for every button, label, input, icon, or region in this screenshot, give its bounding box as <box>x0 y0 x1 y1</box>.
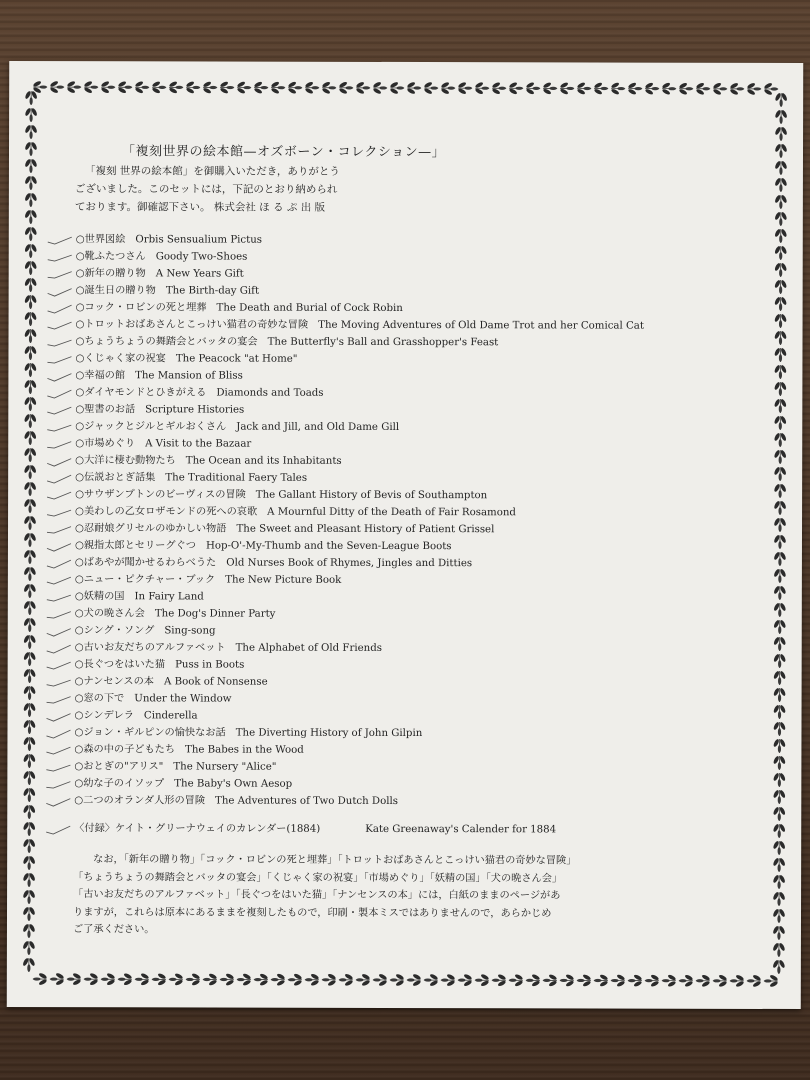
book-title-jp: ○シンデレラ <box>74 710 134 722</box>
book-title-en: The Gallant History of Bevis of Southampton <box>255 489 488 502</box>
book-title-jp: ○聖書のお話 <box>75 404 136 416</box>
book-title-en: Puss in Boots <box>175 659 245 671</box>
book-title-jp: ○妖精の国 <box>74 591 125 603</box>
book-title-en: The Butterfly's Ball and Grasshopper's Feast <box>267 336 499 349</box>
check-mark-icon <box>46 591 72 603</box>
check-mark-icon <box>45 761 71 773</box>
note-line: なお，「新年の贈り物」「コック・ロビンの死と埋葬」「トロットおばあさんとこっけい猫君の奇妙な冒険」 <box>93 854 577 867</box>
check-mark-icon <box>46 642 72 654</box>
book-title-en: Scripture Histories <box>145 404 245 416</box>
book-title-en: The Diverting History of John Gilpin <box>235 727 423 740</box>
book-title-en: The Nursery "Alice" <box>173 761 277 773</box>
check-mark-icon <box>46 710 72 722</box>
check-mark-icon <box>46 540 72 552</box>
check-mark-icon <box>47 302 73 314</box>
book-title-jp: ○窓の下で <box>74 693 125 705</box>
book-title-en: A Mournful Ditty of the Death of Fair Rosamond <box>267 506 516 519</box>
book-title-jp: ○ナンセンスの本 <box>74 676 155 688</box>
book-title-en: The Alphabet of Old Friends <box>235 642 382 654</box>
book-title-en: The Mansion of Bliss <box>135 370 243 382</box>
check-mark-icon <box>46 659 72 671</box>
book-title-en: The Peacock "at Home" <box>175 353 298 365</box>
book-title-en: Cinderella <box>143 710 198 722</box>
book-title-jp: ○忍耐娘グリセルのゆかしい物語 <box>75 523 227 535</box>
book-title-jp: ○シング・ソング <box>74 625 155 637</box>
check-mark-icon <box>45 823 71 835</box>
check-mark-icon <box>46 353 72 365</box>
book-title-en: The Death and Burial of Cock Robin <box>216 302 403 314</box>
printed-sheet <box>7 61 803 1009</box>
check-mark-icon <box>45 778 71 790</box>
check-mark-icon <box>46 693 72 705</box>
book-title-en: The Adventures of Two Dutch Dolls <box>215 795 399 807</box>
check-mark-icon <box>46 438 72 450</box>
check-mark-icon <box>46 472 72 484</box>
book-title-jp: ○長ぐつをはいた猫 <box>74 659 166 671</box>
book-title-jp: ○幼な子のイソップ <box>74 778 165 790</box>
intro-line: 「複刻 世界の絵本館」を御購入いただき，ありがとう <box>84 165 340 178</box>
check-mark-icon <box>46 336 72 348</box>
book-title-jp: ○トロットおばあさんとこっけい猫君の奇妙な冒険 <box>75 319 309 331</box>
book-title-jp: ○犬の晩さん会 <box>74 608 145 620</box>
check-mark-icon <box>45 744 71 756</box>
check-mark-icon <box>46 455 72 467</box>
intro-paragraph <box>75 162 340 217</box>
note-line: ご了承ください。 <box>72 924 155 936</box>
book-title-jp: ○古いお友だちのアルファベット <box>74 642 226 654</box>
book-title-jp: ○親指太郎とセリーグぐつ <box>74 540 196 552</box>
check-mark-icon <box>46 523 72 535</box>
intro-line: ております。御確認下さい。 株式会社 ほ る ぷ 出 版 <box>74 201 326 214</box>
check-mark-icon <box>46 370 72 382</box>
book-title-jp: ○市場めぐり <box>75 438 136 450</box>
book-title-en: The Birth-day Gift <box>165 285 260 297</box>
check-mark-icon <box>45 795 71 807</box>
book-title-jp: ○美わしの乙女ロザモンドの死への哀歌 <box>75 506 258 518</box>
book-title-en: Orbis Sensualium Pictus <box>135 234 263 246</box>
book-title-en: The Sweet and Pleasant History of Patient Grissel <box>236 523 495 536</box>
book-title-en: Under the Window <box>134 693 232 705</box>
book-title-jp: ○コック・ロビンの死と埋葬 <box>75 302 207 314</box>
book-title-jp: ○幸福の館 <box>75 370 126 382</box>
book-title-jp: ○森の中の子どもたち <box>74 744 176 756</box>
note-line: りますが，これらは原本にあるままを複刻したもので，印刷・製本ミスではありませんので，あらかじめ <box>72 906 552 919</box>
book-title-jp: ○靴ふたつさん <box>75 251 146 263</box>
check-mark-icon <box>47 285 73 297</box>
check-mark-icon <box>46 421 72 433</box>
check-mark-icon <box>45 727 71 739</box>
book-title-en: A Book of Nonsense <box>164 676 268 688</box>
book-title-en: Old Nurses Book of Rhymes, Jingles and Ditties <box>226 557 473 570</box>
book-title-jp: ○世界図絵 <box>75 234 126 246</box>
appendix-title-jp: 〈付録〉ケイト・グリーナウェイのカレンダー(1884) <box>74 823 321 835</box>
check-mark-icon <box>46 489 72 501</box>
book-title-en: Sing-song <box>164 625 216 637</box>
book-title-en: Jack and Jill, and Old Dame Gill <box>236 421 400 433</box>
book-title-en: The New Picture Book <box>225 574 342 586</box>
book-title-jp: ○ジャックとジルとギルおくさん <box>75 421 227 433</box>
book-title-jp: ○誕生日の贈り物 <box>75 285 156 297</box>
check-mark-icon <box>46 557 72 569</box>
book-title-jp: ○ダイヤモンドとひきがえる <box>75 387 207 399</box>
book-title-en: Goody Two-Shoes <box>155 251 248 263</box>
book-title-en: Hop-O'-My-Thumb and the Seven-League Boots <box>205 540 452 553</box>
book-title-en: A Visit to the Bazaar <box>145 438 252 450</box>
book-title-en: The Ocean and its Inhabitants <box>185 455 342 467</box>
book-title-jp: ○大洋に棲む動物たち <box>75 455 176 467</box>
intro-line: ございました。このセットには，下記のとおり納められ <box>74 183 338 196</box>
check-mark-icon <box>47 268 73 280</box>
book-title-jp: ○ばあやが聞かせるわらべうた <box>74 557 217 569</box>
check-mark-icon <box>46 506 72 518</box>
check-mark-icon <box>47 234 73 246</box>
book-title-jp: ○おとぎの"アリス" <box>74 761 164 773</box>
check-mark-icon <box>46 676 72 688</box>
book-title-en: In Fairy Land <box>134 591 204 603</box>
book-title-jp: ○くじゃく家の祝宴 <box>75 353 166 365</box>
book-title-en: The Babes in the Wood <box>185 744 304 756</box>
book-title-en: A New Years Gift <box>155 268 244 280</box>
note-line: 「ちょうちょうの舞踏会とバッタの宴会」「くじゃく家の祝宴」「市場めぐり」「妖精の国」「犬の晩さん会」 <box>73 871 563 884</box>
book-title-jp: ○伝説おとぎ話集 <box>75 472 156 484</box>
book-title-en: The Moving Adventures of Old Dame Trot and her Comical Cat <box>318 319 644 332</box>
book-title-jp: ○新年の贈り物 <box>75 268 146 280</box>
book-title-jp: ○ジョン・ギルピンの愉快なお話 <box>74 727 226 739</box>
book-title-jp: ○ちょうちょうの舞踏会とバッタの宴会 <box>75 336 258 348</box>
check-mark-icon <box>46 608 72 620</box>
check-mark-icon <box>46 574 72 586</box>
check-mark-icon <box>47 319 73 331</box>
check-mark-icon <box>46 387 72 399</box>
book-title-en: The Dog's Dinner Party <box>154 608 276 620</box>
book-title-en: The Baby's Own Aesop <box>174 778 293 790</box>
note-line: 「古いお友だちのアルファベット」「長ぐつをはいた猫」「ナンセンスの本」には，白紙のままのページがあ <box>73 889 561 902</box>
check-mark-icon <box>46 404 72 416</box>
check-mark-icon <box>47 251 73 263</box>
book-title-en: The Traditional Faery Tales <box>165 472 308 484</box>
book-title-jp: ○サウザンプトンのビーヴィスの冒険 <box>75 489 246 501</box>
check-mark-icon <box>46 625 72 637</box>
appendix-title-en: Kate Greenaway's Calender for 1884 <box>365 823 557 836</box>
book-title-jp: ○ニュー・ピクチャー・ブック <box>74 574 216 586</box>
book-title-jp: ○二つのオランダ人形の冒険 <box>74 795 206 807</box>
note-paragraph <box>73 851 713 940</box>
book-title-en: Diamonds and Toads <box>216 387 324 399</box>
document-title: 「複刻世界の絵本館—オズボーン・コレクション—」 <box>121 144 446 161</box>
